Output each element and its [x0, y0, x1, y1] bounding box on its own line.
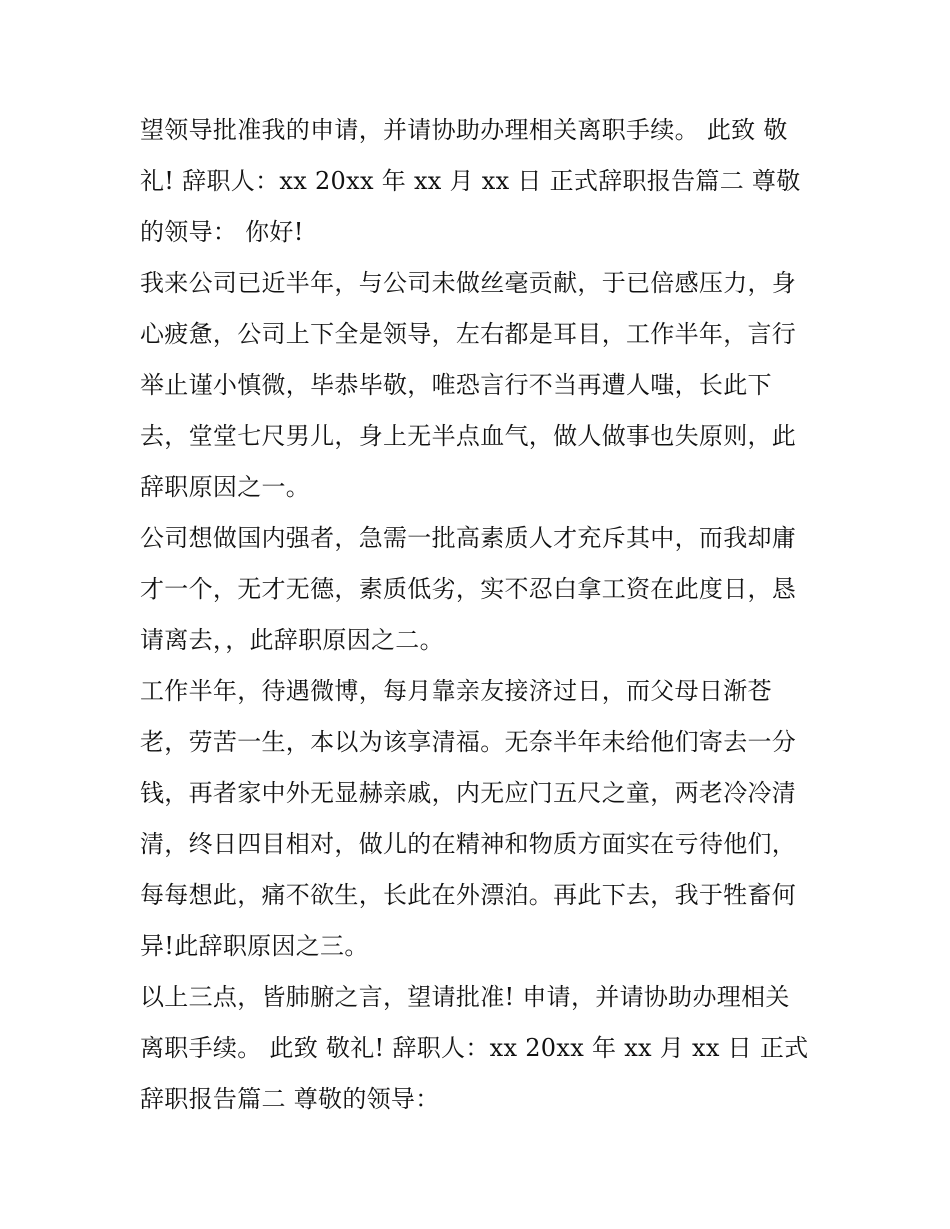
paragraph-reason-two: 公司想做国内强者，急需一批高素质人才充斥其中，而我却庸才一个，无才无德，素质低劣，实不忍白拿工资在此度日，恳请离去，，此辞职原因之二。 [140, 524, 797, 654]
paragraph-conclusion: 以上三点，皆肺腑之言，望请批准! 申请，并请协助办理相关离职手续。 此致 敬礼! 辞职人：xx 20xx 年 xx 月 xx 日 正式辞职报告篇二 尊敬的领导： [140, 983, 809, 1113]
document-body [140, 105, 812, 1125]
paragraph-reason-one: 我来公司已近半年，与公司未做丝毫贡献，于已倍感压力，身心疲惫，公司上下全是领导，左右都是耳目，工作半年，言行举止谨小慎微，毕恭毕敬，唯恐言行不当再遭人嗤，长此下去，堂堂七尺男儿，身上无半点血气，做人做事也失原则，此辞职原因之一。 [140, 269, 797, 501]
paragraph-request-closing: 望领导批准我的申请，并请协助办理相关离职手续。 此致 敬礼! 辞职人：xx 20xx 年 xx 月 xx 日 正式辞职报告篇二 尊敬的领导： 你好! [140, 116, 801, 246]
paragraph-reason-three: 工作半年，待遇微博，每月靠亲友接济过日，而父母日渐苍老，劳苦一生，本以为该享清福。无奈半年未给他们寄去一分钱，再者家中外无显赫亲戚，内无应门五尺之童，两老冷冷清清，终日四目相对，做儿的在精神和物质方面实在亏待他们，每每想此，痛不欲生，长此在外漂泊。再此下去，我于牲畜何异!此辞职原因之三。 [140, 677, 797, 960]
